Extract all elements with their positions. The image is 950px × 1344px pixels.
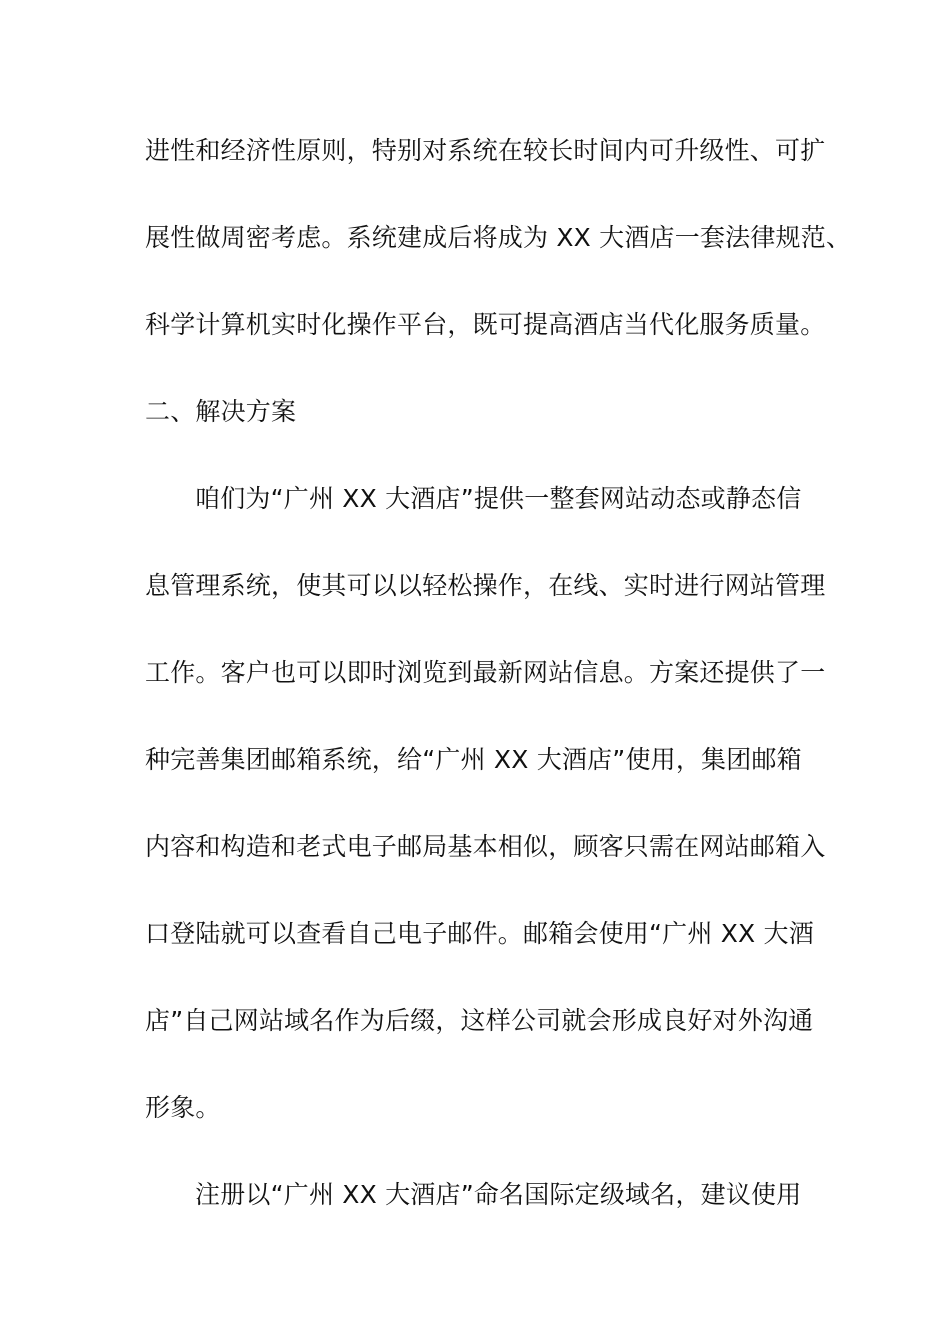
paragraph-1-line-4: 种完善集团邮箱系统，给“广州 XX 大酒店”使用，集团邮箱 — [145, 745, 802, 774]
section-heading: 二、解决方案 — [145, 397, 297, 426]
paragraph-1-line-6: 口登陆就可以查看自己电子邮件。邮箱会使用“广州 XX 大酒 — [145, 919, 814, 948]
paragraph-2-line-1: 注册以“广州 XX 大酒店”命名国际定级域名，建议使用 — [195, 1180, 802, 1209]
paragraph-1-line-1: 咱们为“广州 XX 大酒店”提供一整套网站动态或静态信 — [195, 484, 802, 513]
text-line-2: 展性做周密考虑。系统建成后将成为 XX 大酒店一套法律规范、 — [145, 223, 852, 252]
paragraph-1-line-8: 形象。 — [145, 1093, 221, 1122]
paragraph-1-line-5: 内容和构造和老式电子邮局基本相似，顾客只需在网站邮箱入 — [145, 832, 826, 861]
paragraph-1-line-7: 店”自己网站域名作为后缀，这样公司就会形成良好对外沟通 — [145, 1006, 814, 1035]
text-line-1: 进性和经济性原则，特别对系统在较长时间内可升级性、可扩 — [145, 136, 826, 165]
paragraph-1-line-3: 工作。客户也可以即时浏览到最新网站信息。方案还提供了一 — [145, 658, 826, 687]
text-line-3: 科学计算机实时化操作平台，既可提高酒店当代化服务质量。 — [145, 310, 826, 339]
paragraph-1-line-2: 息管理系统，使其可以以轻松操作，在线、实时进行网站管理 — [145, 571, 826, 600]
